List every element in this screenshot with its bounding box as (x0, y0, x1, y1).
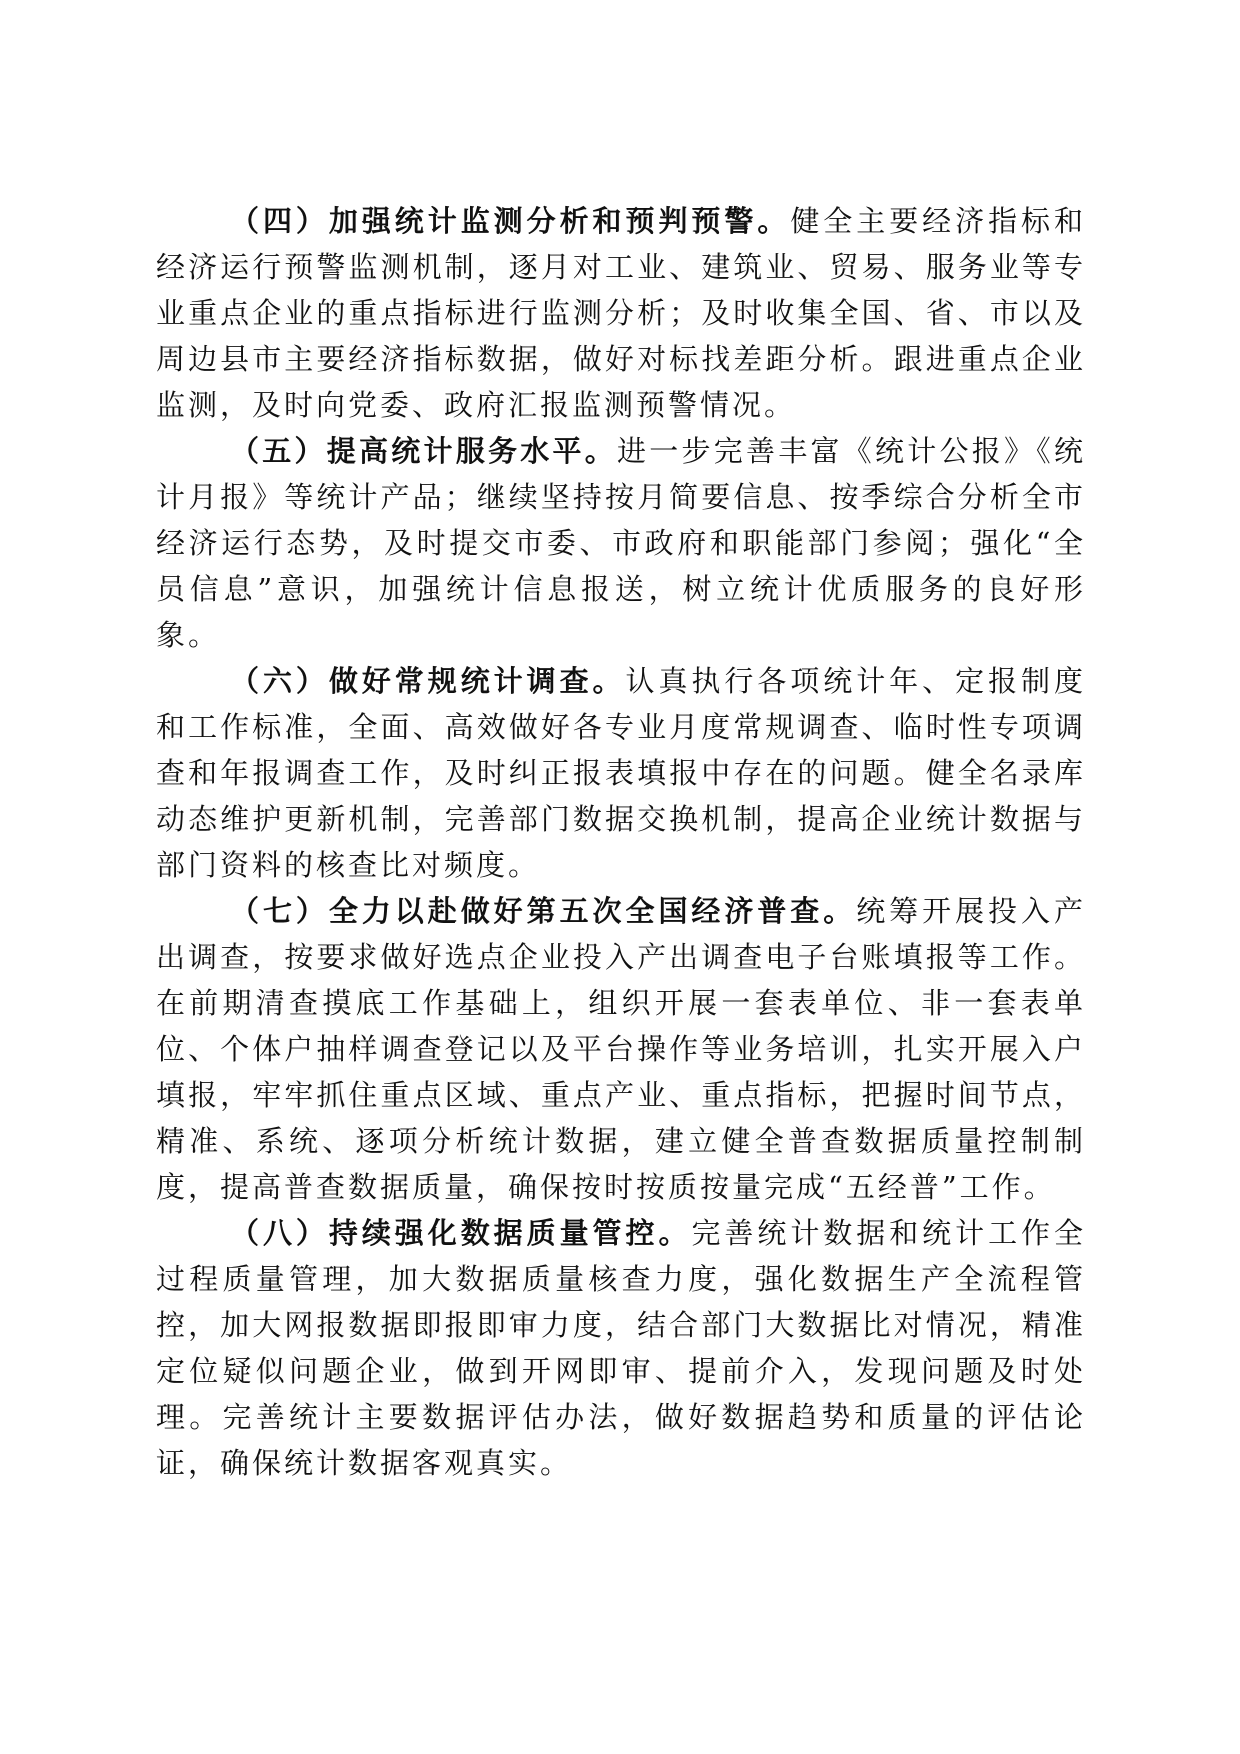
paragraph-text: 完善统计数据和统计工作全过程质量管理，加大数据质量核查力度，强化数据生产全流程管控，加大网报数据即报即审力度，结合部门大数据比对情况，精准定位疑似问题企业，做到开网即审、提前介入，发现问题及时处理。完善统计主要数据评估办法，做好数据趋势和质量的评估论证，确保统计数据客观真实。 (156, 1216, 1086, 1480)
paragraph-monitoring-analysis (156, 198, 1086, 428)
document-body (156, 198, 1086, 1486)
paragraph-heading: （四）加强统计监测分析和预判预警。 (230, 204, 791, 238)
paragraph-service-level (156, 428, 1086, 658)
paragraph-heading: （六）做好常规统计调查。 (230, 664, 626, 698)
paragraph-text: 统筹开展投入产出调查，按要求做好选点企业投入产出调查电子台账填报等工作。在前期清查摸底工作基础上，组织开展一套表单位、非一套表单位、个体户抽样调查登记以及平台操作等业务培训，扎实开展入户填报，牢牢抓住重点区域、重点产业、重点指标，把握时间节点，精准、系统、逐项分析统计数据，建立健全普查数据质量控制制度，提高普查数据质量，确保按时按质按量完成“五经普”工作。 (156, 894, 1086, 1204)
paragraph-text: 认真执行各项统计年、定报制度和工作标准，全面、高效做好各专业月度常规调查、临时性专项调查和年报调查工作，及时纠正报表填报中存在的问题。健全名录库动态维护更新机制，完善部门数据交换机制，提高企业统计数据与部门资料的核查比对频度。 (156, 664, 1086, 882)
paragraph-economic-census (156, 888, 1086, 1210)
paragraph-heading: （七）全力以赴做好第五次全国经济普查。 (230, 894, 857, 928)
paragraph-routine-survey (156, 658, 1086, 888)
paragraph-text: 健全主要经济指标和经济运行预警监测机制，逐月对工业、建筑业、贸易、服务业等专业重点企业的重点指标进行监测分析；及时收集全国、省、市以及周边县市主要经济指标数据，做好对标找差距分析。跟进重点企业监测，及时向党委、政府汇报监测预警情况。 (156, 204, 1086, 422)
paragraph-heading: （五）提高统计服务水平。 (230, 434, 617, 468)
paragraph-data-quality (156, 1210, 1086, 1486)
paragraph-heading: （八）持续强化数据质量管控。 (230, 1216, 692, 1250)
paragraph-text: 进一步完善丰富《统计公报》《统计月报》等统计产品；继续坚持按月简要信息、按季综合分析全市经济运行态势，及时提交市委、市政府和职能部门参阅；强化“全员信息”意识，加强统计信息报送，树立统计优质服务的良好形象。 (156, 434, 1086, 652)
